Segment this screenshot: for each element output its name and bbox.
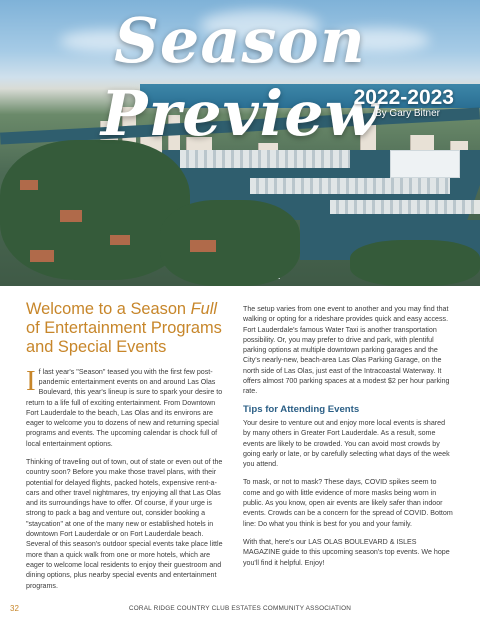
article-paragraph-5: To mask, or not to mask? These days, COVID spikes seem to come and go with little evidence of more masks being worn in public. As you know, open air events are likely safer than indoor events. Crowds can be a concern for the spread of COVID. Bottom line: Do what you think is best for you and your family. (243, 478, 453, 528)
article-paragraph-3: The setup varies from one event to another and you may find that walking or opting for a rideshare provides quick and easy access. Fort Lauderdale's famous Water Taxi is another transportation possibility. Or, you may prefer to drive and park, with plentiful parking options at multiple downtown parking garages and the City's nearly-new, beach-area Las Olas Parking Garage, on the north side of Las Olas, just east of the Intracoastal Waterway. It offers almost 700 parking spaces at a modest $2 per hour parking rate. (243, 305, 450, 396)
page-footer (0, 604, 480, 618)
article-paragraph-6: With that, here's our LAS OLAS BOULEVARD & ISLES MAGAZINE guide to this upcoming season's top events. We hope you'll find it helpful. Enjoy! (243, 537, 450, 567)
hero-photo (0, 0, 480, 286)
section-subhead: Tips for Attending Events (243, 403, 360, 415)
page-title: Season Preview (100, 4, 380, 150)
article-headline: Welcome to a Season Full of Entertainment Programs and Special Events (26, 300, 222, 357)
article-column-left (26, 300, 227, 599)
season-year: 2022-2023 (353, 86, 454, 109)
page-number: 32 (10, 604, 19, 613)
article-paragraph-4: Your desire to venture out and enjoy more local events is shared by many others in Greater Fort Lauderdale. As a result, some events are likely to be crowded. You can avoid most crowds by going early or late, or by carefully selecting what days of the week you attend. (243, 418, 450, 469)
article-paragraph-1: If last year's "Season" teased you with the first few post-pandemic entertainment events on and around Las Olas Boulevard, this year's lineup is sure to spark your desire to return to a life full of exciting entertainment. From Downtown Fort Lauderdale to the beach, Las Olas and its environs are eager to welcome you to dozens of new and returning special programs and events. The upcoming calendar is chock full of local entertainment options. (26, 364, 223, 448)
article-paragraph-2: Thinking of traveling out of town, out of state or even out of the country soon? Before you make those travel plans, with their potential for delayed flights, packed hotels, expensive rent-a-cars and other travel nightmares, try enjoying all that Las Olas and its surroundings have to offer. Of course, if your urge is strong to pack a bag and venture out, consider booking a "staycation" at one of the many new or established hotels in downtown Fort Lauderdale or on Fort Lauderdale beach. Several of this season's outdoor special events take place little more than a quick walk from one or more hotels, which are eager to welcome local residents to enjoy their guestroom and dining options, plus nearby special events and entertainment programs. (26, 457, 223, 590)
drop-cap: I (26, 364, 36, 397)
byline: By Gary Bitner (374, 108, 440, 119)
article-column-right (243, 304, 454, 576)
publication-name: CORAL RIDGE COUNTRY CLUB ESTATES COMMUNITY ASSOCIATION (128, 605, 352, 612)
